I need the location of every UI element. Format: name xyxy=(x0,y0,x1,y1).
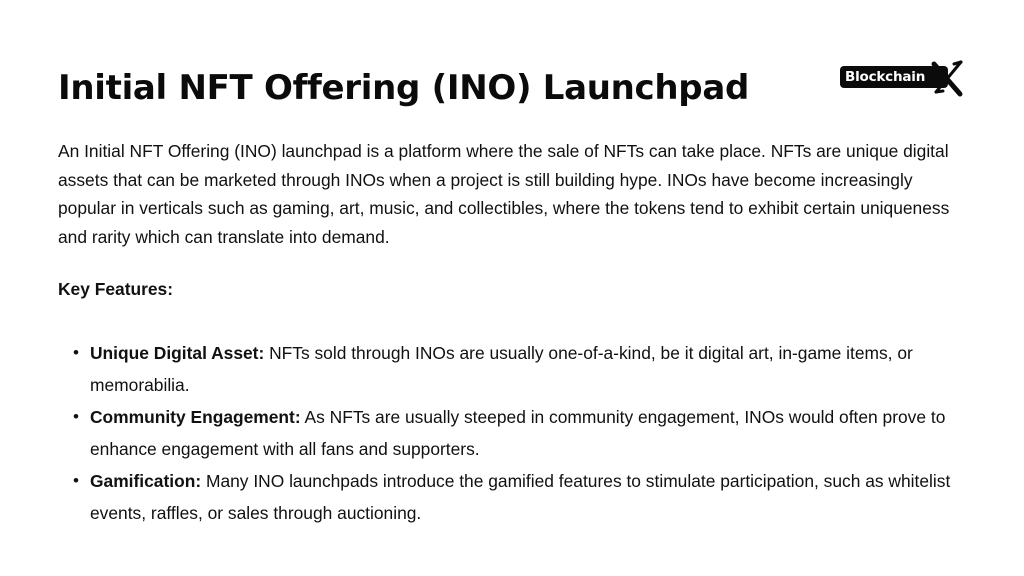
feature-name: Gamification: xyxy=(90,471,202,491)
feature-gamification xyxy=(73,465,980,529)
feature-name: Unique Digital Asset: xyxy=(90,343,265,363)
logo-wordmark: Blockchain xyxy=(845,69,926,85)
feature-description: As NFTs are usually steeped in community engagement, INOs would often prove to enhance engagement with all fans and supporters. xyxy=(90,407,946,459)
x-mark-icon xyxy=(930,58,966,98)
key-features-list xyxy=(73,337,980,529)
feature-unique-digital-asset xyxy=(73,337,980,401)
slide-title: Initial NFT Offering (INO) Launchpad xyxy=(58,68,750,108)
feature-community-engagement xyxy=(73,401,980,465)
key-features-heading: Key Features: xyxy=(58,279,174,299)
bullet-icon: • xyxy=(73,407,79,426)
feature-name: Community Engagement: xyxy=(90,407,301,427)
bullet-icon: • xyxy=(73,343,79,362)
bullet-icon: • xyxy=(73,471,79,490)
blockchainx-logo xyxy=(840,58,966,98)
intro-paragraph: An Initial NFT Offering (INO) launchpad is a platform where the sale of NFTs can take place. NFTs are unique digital assets that can be marketed through INOs when a project is still building hype. INOs have become increasingly popular in verticals such as gaming, art, music, and collectibles, where the tokens tend to exhibit certain uniqueness and rarity which can translate into demand. xyxy=(58,141,950,248)
feature-description: Many INO launchpads introduce the gamified features to stimulate participation, such as whitelist events, raffles, or sales through auctioning. xyxy=(90,471,951,523)
feature-description: NFTs sold through INOs are usually one-of-a-kind, be it digital art, in-game items, or memorabilia. xyxy=(90,343,913,395)
